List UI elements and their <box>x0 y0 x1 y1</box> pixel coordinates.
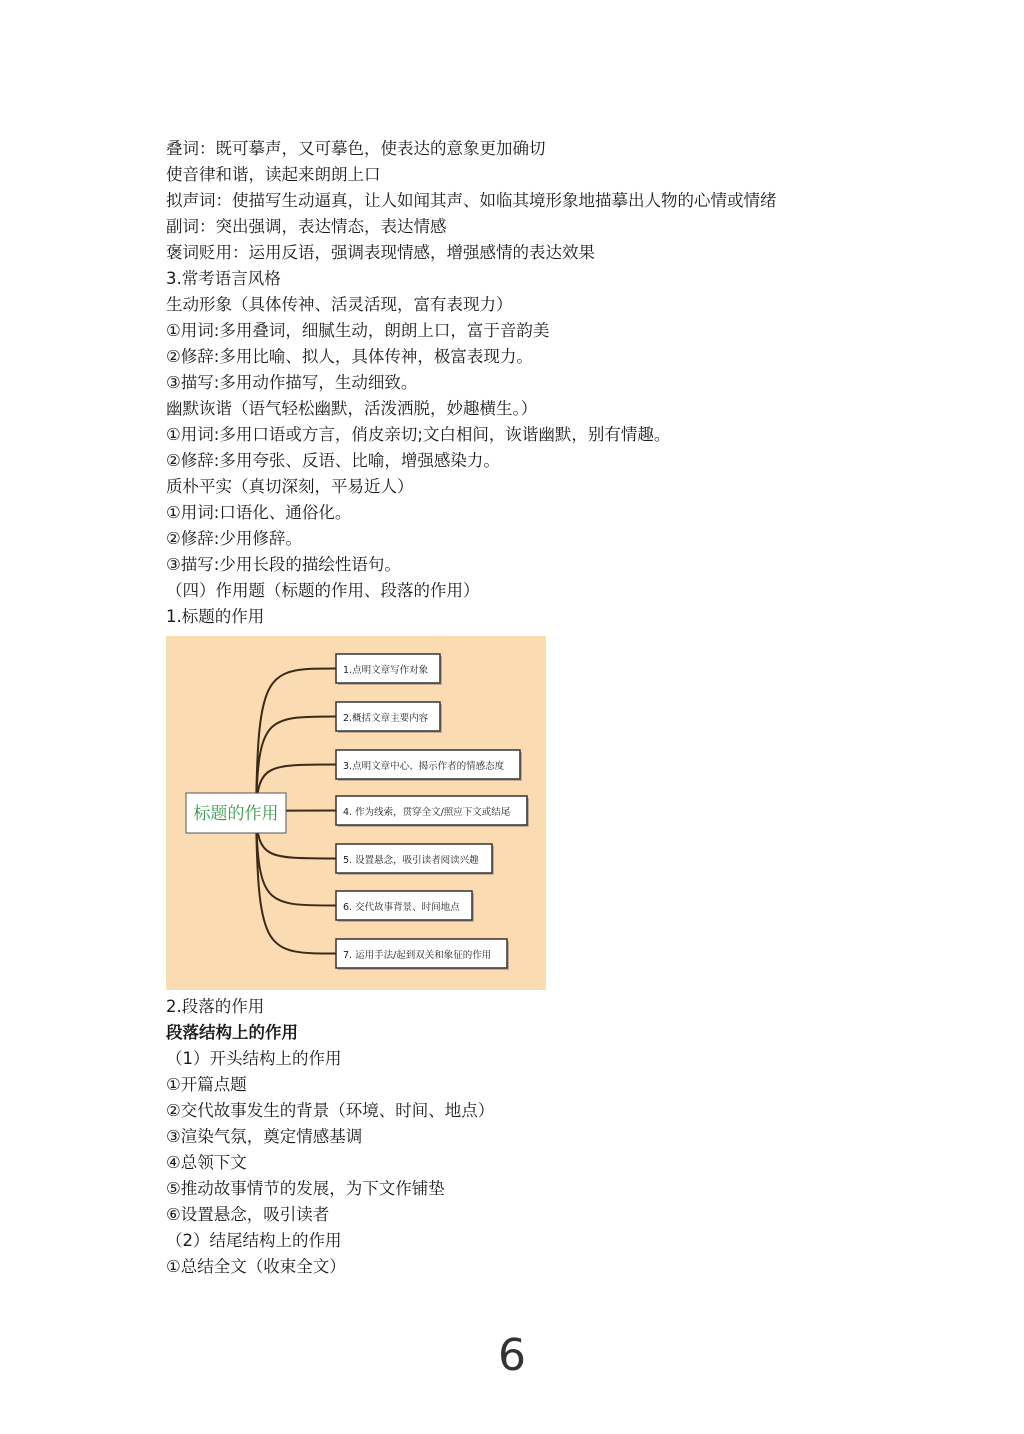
text-line: ⑤推动故事情节的发展，为下文作铺垫 <box>166 1179 445 1198</box>
text-line: （1）开头结构上的作用 <box>166 1049 342 1068</box>
text-line: 质朴平实（真切深刻，平易近人） <box>166 477 414 496</box>
document-body <box>166 136 926 1280</box>
text-line: ③渲染气氛，奠定情感基调 <box>166 1127 363 1146</box>
text-line: 1.标题的作用 <box>166 607 265 626</box>
text-line: ⑥设置悬念，吸引读者 <box>166 1205 330 1224</box>
title-function-mindmap <box>166 636 546 990</box>
text-line: ②修辞:少用修辞。 <box>166 529 302 548</box>
text-line: ④总领下文 <box>166 1153 247 1172</box>
text-line: ②交代故事发生的背景（环境、时间、地点） <box>166 1101 495 1120</box>
text-block-top <box>166 136 926 630</box>
text-line: ①用词:口语化、通俗化。 <box>166 503 352 522</box>
text-line: 拟声词：使描写生动逼真，让人如闻其声、如临其境形象地描摹出人物的心情或情绪 <box>166 191 777 210</box>
bold-heading: 段落结构上的作用 <box>166 1023 298 1042</box>
text-line: 使音律和谐，读起来朗朗上口 <box>166 165 381 184</box>
text-line: 幽默诙谐（语气轻松幽默，活泼洒脱，妙趣横生。） <box>166 399 538 418</box>
text-line: ①用词:多用口语或方言，俏皮亲切;文白相间，诙谐幽默，别有情趣。 <box>166 425 671 444</box>
text-line: ②修辞:多用夸张、反语、比喻，增强感染力。 <box>166 451 500 470</box>
branch-node-label: 3.点明文章中心、揭示作者的情感态度 <box>343 761 505 772</box>
mindmap-svg <box>166 636 546 990</box>
section-heading-paragraph: 2.段落的作用 <box>166 997 265 1016</box>
branch-node-label: 7. 运用手法/起到双关和象征的作用 <box>343 950 492 961</box>
branch-node-label: 4. 作为线索，贯穿全文/照应下文或结尾 <box>343 807 511 818</box>
text-line: ①用词:多用叠词，细腻生动，朗朗上口，富于音韵美 <box>166 321 550 340</box>
text-line: 3.常考语言风格 <box>166 269 281 288</box>
text-line: （四）作用题（标题的作用、段落的作用） <box>166 581 480 600</box>
branch-node-label: 2.概括文章主要内容 <box>343 713 429 724</box>
text-line: ③描写:多用动作描写，生动细致。 <box>166 373 418 392</box>
text-line: 副词：突出强调，表达情态，表达情感 <box>166 217 447 236</box>
text-line: 叠词：既可摹声，又可摹色，使表达的意象更加确切 <box>166 139 546 158</box>
center-node-label: 标题的作用 <box>193 804 279 824</box>
text-line: ③描写:少用长段的描绘性语句。 <box>166 555 401 574</box>
branch-node-label: 1.点明文章写作对象 <box>343 665 429 676</box>
text-block-bottom <box>166 1046 926 1280</box>
text-line: 褒词贬用：运用反语，强调表现情感，增强感情的表达效果 <box>166 243 595 262</box>
branch-node-label: 5. 设置悬念，吸引读者阅读兴趣 <box>343 855 479 866</box>
connector-line <box>256 813 336 954</box>
text-line: （2）结尾结构上的作用 <box>166 1231 342 1250</box>
connector-line <box>256 669 336 814</box>
page-number: 6 <box>498 1330 526 1381</box>
text-line: ①总结全文（收束全文） <box>166 1257 346 1276</box>
text-line: 生动形象（具体传神、活灵活现，富有表现力） <box>166 295 513 314</box>
text-line: ①开篇点题 <box>166 1075 247 1094</box>
text-line: ②修辞:多用比喻、拟人，具体传神，极富表现力。 <box>166 347 533 366</box>
branch-node-label: 6. 交代故事背景、时间地点 <box>343 902 460 913</box>
